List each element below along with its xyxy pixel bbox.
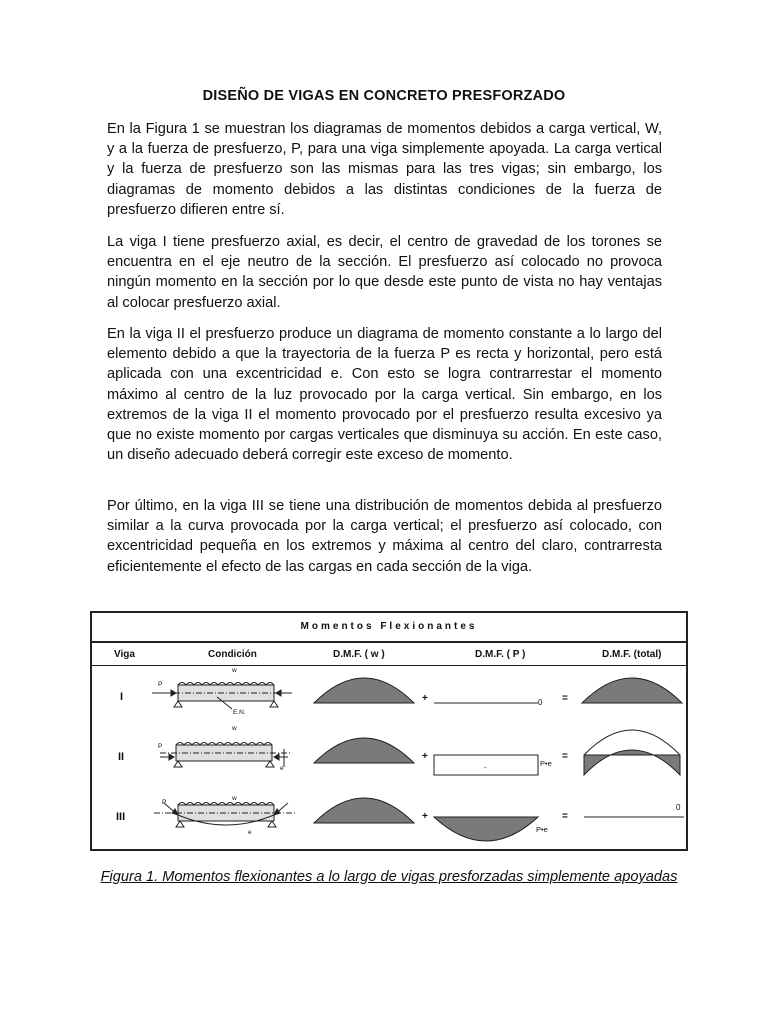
caption-prefix: Figura 1 xyxy=(100,869,155,885)
dmf-w-I xyxy=(314,678,414,703)
column-viga: Viga xyxy=(114,649,135,660)
plus-row2: + xyxy=(422,751,428,762)
row2-e-label: e xyxy=(280,765,284,772)
beam-II xyxy=(160,743,292,768)
row-label-I: I xyxy=(120,691,124,703)
row2-minus-label: - xyxy=(484,763,487,772)
column-dmf-w: D.M.F. ( w ) xyxy=(333,649,385,660)
row3-w-label: w xyxy=(232,795,237,802)
row2-w-label: w xyxy=(232,725,237,732)
dmf-p-III xyxy=(434,817,538,841)
paragraph-2: La viga I tiene presfuerzo axial, es decir, el centro de gravedad de los torones se encuentra en el eje neutro de la sección. El presfuerzo así colocado no provoca ningún momento en la sección por lo que desde este punto de vista no hay ventajas al colocar presfuerzo axial. xyxy=(107,234,662,311)
column-condicion: Condición xyxy=(208,649,257,660)
row2-p-label: P xyxy=(158,743,163,750)
row3-pmf-label: P•e xyxy=(536,825,548,834)
row3-e-label: e xyxy=(248,829,252,836)
row1-p-label: P xyxy=(158,681,163,688)
beam-III xyxy=(154,803,296,828)
figure-moments-diagram xyxy=(90,611,688,851)
row3-total-label: 0 xyxy=(676,803,681,812)
equals-row2: = xyxy=(562,751,568,762)
row-label-III: III xyxy=(116,811,126,823)
document-title: DISEÑO DE VIGAS EN CONCRETO PRESFORZADO xyxy=(202,88,566,104)
row-label-II: II xyxy=(118,751,125,763)
beam-I xyxy=(152,683,292,710)
row1-pmf-label: 0 xyxy=(538,698,543,707)
row3-p-label: P xyxy=(162,799,167,806)
dmf-total-I xyxy=(582,678,682,703)
figure-header: Momentos Flexionantes xyxy=(92,613,686,643)
paragraph-1: En la Figura 1 se muestran los diagramas de momentos debidos a carga vertical, W, y a la fuerza de presfuerzo, P, para una viga simplemente apoyada. La carga vertical y la fuerza de presfuerzo son las mismas para las tres vigas; sin embargo, los diagramas de momento debidos a las distintas condiciones de la fuerza de presfuerzo difieren entre sí. xyxy=(107,121,662,218)
plus-row3: + xyxy=(422,811,428,822)
figure-drawing xyxy=(92,613,686,849)
equals-row3: = xyxy=(562,811,568,822)
column-dmf-p: D.M.F. ( P ) xyxy=(475,649,526,660)
equals-row1: = xyxy=(562,693,568,704)
paragraph-4: Por último, en la viga III se tiene una distribución de momentos debida al presfuerzo similar a la curva provocada por la carga vertical; el presfuerzo así colocado, con excentricidad pequeña en los extremos y máxima al centro del claro, contrarresta eficientemente el efecto de las cargas en cada sección de la viga. xyxy=(107,498,662,575)
plus-row1: + xyxy=(422,693,428,704)
column-dmf-total: D.M.F. (total) xyxy=(602,649,662,660)
dmf-w-III xyxy=(314,798,414,823)
row1-en-label: E.N. xyxy=(233,709,246,716)
row1-w-label: w xyxy=(232,667,237,674)
dmf-w-II xyxy=(314,738,414,763)
paragraph-3: En la viga II el presfuerzo produce un diagrama de momento constante a lo largo del elemento debido a que la trayectoria de la fuerza P es recta y horizontal, pero está aplicada con una excentricidad e. Con esto se logra contrarrestar el momento máximo al centro de la luz provocado por la carga vertical. Sin embargo, en los extremos de la viga II el momento provocado por el presfuerzo resulta excesivo ya que no existe momento por cargas verticales que disminuya su acción. En este caso, un diseño adecuado deberá corregir este exceso de momento. xyxy=(107,326,662,464)
dmf-total-II xyxy=(584,730,680,775)
figure-caption xyxy=(90,868,688,887)
row2-pmf-label: P•e xyxy=(540,759,552,768)
caption-text: . Momentos flexionantes a lo largo de vigas presforzadas simplemente apoyadas xyxy=(154,869,678,885)
